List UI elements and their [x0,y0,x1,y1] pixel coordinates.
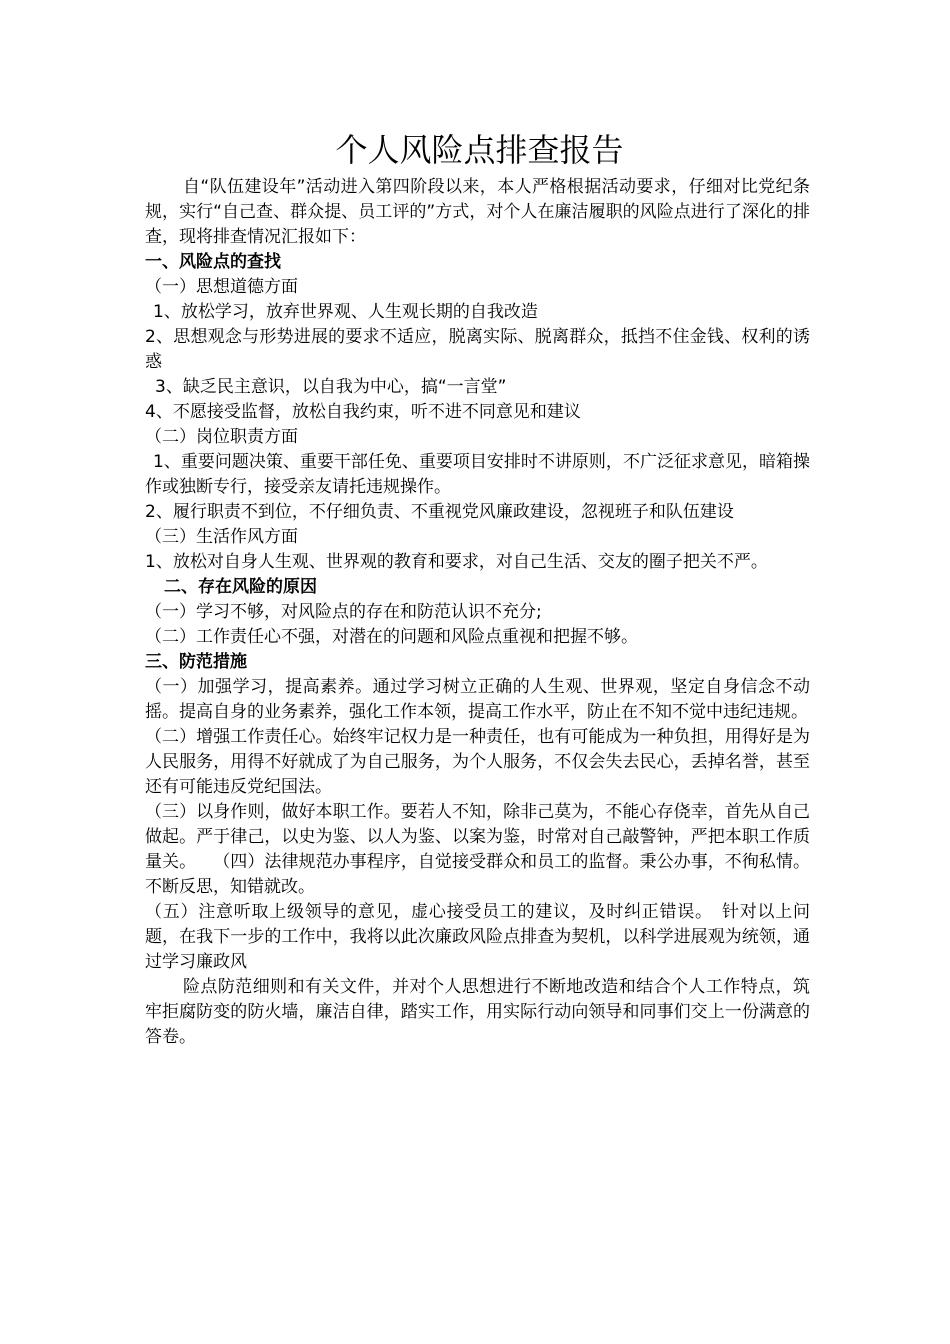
list-item: （一）学习不够，对风险点的存在和防范认识不充分; [145,602,542,622]
measure-paragraph: （一）加强学习，提高素养。通过学习树立正确的人生观、世界观，坚定自身信念不动摇。提高自身的业务素养，强化工作本领，提高工作水平，防止在不知不觉中违纪违规。 [145,677,810,722]
measure-paragraph: （三）以身作则，做好本职工作。要若人不知，除非己莫为，不能心存侥幸，首先从自己做起。严于律己，以史为鉴、以人为鉴、以案为鉴，时常对自己敲警钟，严把本职工作质量关。 （四）法律规范办事程序，自觉接受群众和员工的监督。秉公办事，不徇私情。不断反思，知错就改。 [145,802,810,897]
list-item: 4、不愿接受监督，放松自我约束，听不进不同意见和建议 [145,402,581,422]
list-item: 2、思想观念与形势进展的要求不适应，脱离实际、脱离群众，抵挡不住金钱、权利的诱惑 [145,327,810,372]
list-item: 1、放松对自身人生观、世界观的教育和要求，对自己生活、交友的圈子把关不严。 [145,552,768,572]
list-item: 3、缺乏民主意识，以自我为中心，搞“一言堂” [155,377,507,397]
closing-paragraph: 险点防范细则和有关文件，并对个人思想进行不断地改造和结合个人工作特点，筑牢拒腐防变的防火墙，廉洁自律，踏实工作，用实际行动向领导和同事们交上一份满意的答卷。 [145,977,810,1047]
document-title: 个人风险点排查报告 [335,131,624,169]
measure-paragraph: （二）增强工作责任心。始终牢记权力是一种责任，也有可能成为一种负担，用得好是为人民服务，用得不好就成了为自己服务，为个人服务，不仅会失去民心，丢掉名誉，甚至还有可能违反党纪国法。 [145,727,810,797]
section-heading-1: 一、风险点的查找 [145,252,281,272]
subsection-heading: （三）生活作风方面 [145,527,298,547]
section-heading-2: 二、存在风险的原因 [164,577,317,597]
section-heading-3: 三、防范措施 [145,652,247,672]
subsection-heading: （二）岗位职责方面 [145,427,298,447]
document-page [145,128,810,1050]
list-item: 1、重要问题决策、重要干部任免、重要项目安排时不讲原则，不广泛征求意见，暗箱操作或独断专行，接受亲友请托违规操作。 [145,452,810,497]
subsection-heading: （一）思想道德方面 [145,277,298,297]
list-item: （二）工作责任心不强，对潜在的问题和风险点重视和把握不够。 [145,627,638,647]
intro-paragraph: 自“队伍建设年”活动进入第四阶段以来，本人严格根据活动要求，仔细对比党纪条规，实行“自己查、群众提、员工评的”方式，对个人在廉洁履职的风险点进行了深化的排查，现将排查情况汇报如下： [145,177,810,247]
list-item: 2、履行职责不到位，不仔细负责、不重视党风廉政建设，忽视班子和队伍建设 [145,502,734,522]
measure-paragraph: （五）注意听取上级领导的意见，虚心接受员工的建议，及时纠正错误。 针对以上问题，在我下一步的工作中，我将以此次廉政风险点排查为契机，以科学进展观为统领，通过学习廉政风 [145,902,810,972]
list-item: 1、放松学习，放弃世界观、人生观长期的自我改造 [153,302,538,322]
